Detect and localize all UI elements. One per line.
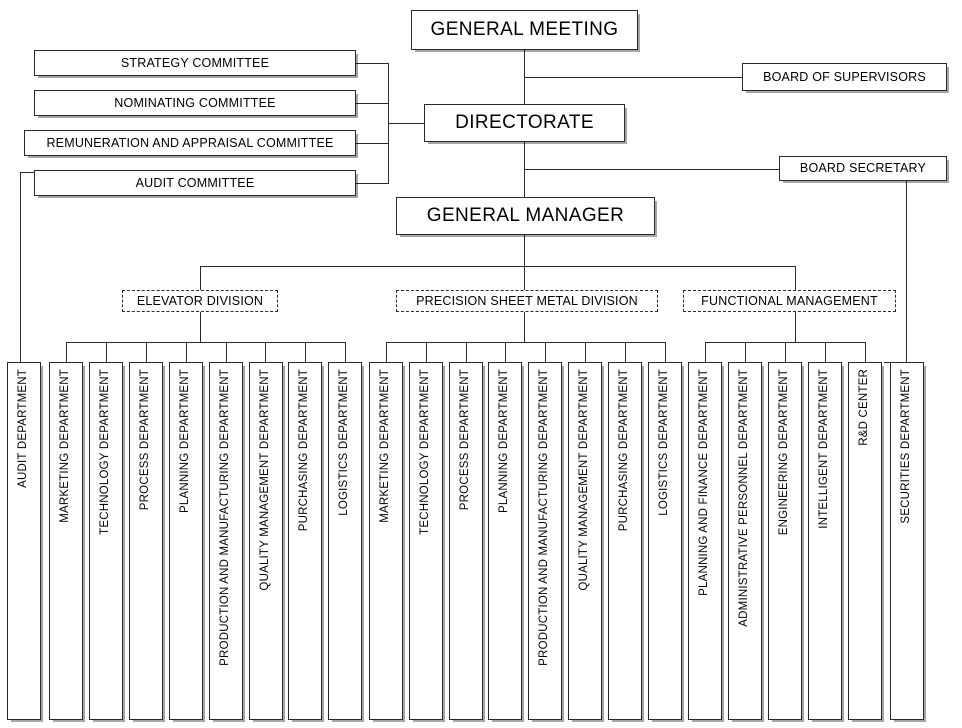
node-directorate-label: DIRECTORATE (455, 112, 594, 134)
connector-secretary-down (906, 180, 907, 362)
dept-precision-marketing-label: MARKETING DEPARTMENT (379, 369, 392, 523)
functional-drop-2 (745, 342, 746, 362)
precision-drop-5 (545, 342, 546, 362)
dept-elevator-planning[interactable] (169, 362, 203, 720)
dept-functional-planning-finance[interactable] (688, 362, 722, 720)
dept-elevator-process[interactable] (129, 362, 163, 720)
connector-elevator-down (200, 311, 201, 342)
dept-elevator-production-manufacturing[interactable] (209, 362, 243, 720)
connector-manager-down (524, 234, 525, 266)
elevator-drop-6 (265, 342, 266, 362)
dept-elevator-process-label: PROCESS DEPARTMENT (139, 369, 152, 511)
dept-functional-administrative-personnel-label: ADMINISTRATIVE PERSONNEL DEPARTMENT (738, 369, 751, 627)
connector-division-1 (200, 266, 201, 291)
node-elevator-division-label: ELEVATOR DIVISION (136, 293, 264, 308)
elevator-drop-3 (146, 342, 147, 362)
node-remuneration-appraisal-committee[interactable] (24, 130, 356, 156)
connector-functional-down (795, 311, 796, 342)
dept-elevator-logistics[interactable] (328, 362, 362, 720)
elevator-drop-1 (66, 342, 67, 362)
connector-committee-3 (356, 143, 389, 144)
node-strategy-committee[interactable] (34, 50, 356, 76)
dept-elevator-technology[interactable] (89, 362, 123, 720)
dept-precision-marketing[interactable] (369, 362, 403, 720)
dept-precision-planning-label: PLANNING DEPARTMENT (498, 369, 511, 513)
functional-drop-5 (865, 342, 866, 362)
dept-elevator-technology-label: TECHNOLOGY DEPARTMENT (99, 369, 112, 535)
node-general-manager-label: GENERAL MANAGER (426, 205, 625, 227)
precision-bus (386, 342, 665, 343)
precision-drop-3 (466, 342, 467, 362)
dept-functional-intelligent-label: INTELLIGENT DEPARTMENT (818, 369, 831, 529)
connector-committee-4 (356, 183, 389, 184)
precision-drop-7 (625, 342, 626, 362)
dept-precision-production-manufacturing-label: PRODUCTION AND MANUFACTURING DEPARTMENT (538, 369, 551, 666)
dept-elevator-purchasing-label: PURCHASING DEPARTMENT (298, 369, 311, 532)
connector-precision-down (524, 311, 525, 342)
dept-elevator-quality-management[interactable] (249, 362, 283, 720)
node-general-manager[interactable] (396, 197, 655, 235)
connector-directorate-secretary (524, 169, 779, 170)
functional-drop-3 (785, 342, 786, 362)
functional-drop-4 (825, 342, 826, 362)
dept-precision-purchasing-label: PURCHASING DEPARTMENT (618, 369, 631, 532)
node-precision-sheet-metal-division[interactable] (396, 290, 658, 312)
elevator-drop-4 (186, 342, 187, 362)
node-board-secretary-label: BOARD SECRETARY (799, 161, 927, 176)
elevator-drop-7 (305, 342, 306, 362)
elevator-drop-8 (345, 342, 346, 362)
precision-drop-6 (585, 342, 586, 362)
dept-functional-planning-finance-label: PLANNING AND FINANCE DEPARTMENT (698, 369, 711, 596)
division-bus (200, 266, 795, 267)
node-audit-committee-label: AUDIT COMMITTEE (135, 175, 255, 190)
dept-securities-department[interactable] (890, 362, 924, 720)
dept-precision-technology-label: TECHNOLOGY DEPARTMENT (419, 369, 432, 535)
node-board-of-supervisors-label: BOARD OF SUPERVISORS (763, 69, 926, 84)
node-board-secretary[interactable] (779, 156, 947, 181)
node-nominating-committee[interactable] (34, 90, 356, 116)
dept-functional-engineering-label: ENGINEERING DEPARTMENT (778, 369, 791, 536)
dept-precision-technology[interactable] (409, 362, 443, 720)
dept-functional-engineering[interactable] (768, 362, 802, 720)
dept-audit-department-label: AUDIT DEPARTMENT (17, 369, 30, 488)
committee-bus-vertical (388, 63, 389, 184)
elevator-drop-2 (106, 342, 107, 362)
connector-audit-down (20, 172, 21, 362)
dept-elevator-planning-label: PLANNING DEPARTMENT (179, 369, 192, 513)
node-general-meeting-label: GENERAL MEETING (430, 19, 619, 41)
node-general-meeting[interactable] (411, 10, 638, 50)
dept-precision-planning[interactable] (488, 362, 522, 720)
node-functional-management[interactable] (683, 290, 896, 312)
node-nominating-committee-label: NOMINATING COMMITTEE (114, 95, 276, 110)
functional-drop-1 (705, 342, 706, 362)
node-precision-sheet-metal-division-label: PRECISION SHEET METAL DIVISION (416, 293, 638, 308)
dept-functional-rd-center-label: R&D CENTER (858, 369, 871, 446)
dept-precision-logistics[interactable] (648, 362, 682, 720)
dept-elevator-quality-management-label: QUALITY MANAGEMENT DEPARTMENT (259, 369, 272, 591)
dept-functional-administrative-personnel[interactable] (728, 362, 762, 720)
connector-directorate-committees (388, 123, 425, 124)
node-elevator-division[interactable] (122, 290, 278, 312)
connector-gm-supervisors (524, 77, 742, 78)
node-functional-management-label: FUNCTIONAL MANAGEMENT (701, 293, 878, 308)
dept-precision-logistics-label: LOGISTICS DEPARTMENT (658, 369, 671, 516)
dept-precision-purchasing[interactable] (608, 362, 642, 720)
node-strategy-committee-label: STRATEGY COMMITTEE (120, 55, 270, 70)
dept-securities-department-label: SECURITIES DEPARTMENT (900, 369, 913, 524)
dept-precision-quality-management-label: QUALITY MANAGEMENT DEPARTMENT (578, 369, 591, 591)
precision-drop-4 (505, 342, 506, 362)
dept-precision-process[interactable] (449, 362, 483, 720)
dept-elevator-marketing-label: MARKETING DEPARTMENT (59, 369, 72, 523)
dept-functional-rd-center[interactable] (848, 362, 882, 720)
dept-functional-intelligent[interactable] (808, 362, 842, 720)
dept-audit-department[interactable] (7, 362, 41, 720)
dept-precision-process-label: PROCESS DEPARTMENT (459, 369, 472, 511)
precision-drop-2 (426, 342, 427, 362)
connector-division-2 (524, 266, 525, 291)
dept-precision-quality-management[interactable] (568, 362, 602, 720)
elevator-drop-5 (226, 342, 227, 362)
node-remuneration-appraisal-committee-label: REMUNERATION AND APPRAISAL COMMITTEE (46, 135, 334, 150)
connector-division-3 (795, 266, 796, 291)
dept-elevator-purchasing[interactable] (288, 362, 322, 720)
elevator-bus (66, 342, 345, 343)
node-audit-committee[interactable] (34, 170, 356, 196)
connector-committee-1 (356, 63, 389, 64)
dept-elevator-production-manufacturing-label: PRODUCTION AND MANUFACTURING DEPARTMENT (219, 369, 232, 666)
dept-elevator-logistics-label: LOGISTICS DEPARTMENT (338, 369, 351, 516)
dept-elevator-marketing[interactable] (49, 362, 83, 720)
dept-precision-production-manufacturing[interactable] (528, 362, 562, 720)
precision-drop-1 (386, 342, 387, 362)
precision-drop-8 (665, 342, 666, 362)
node-directorate[interactable] (424, 104, 625, 142)
connector-audit-left (20, 172, 34, 173)
connector-committee-2 (356, 103, 389, 104)
node-board-of-supervisors[interactable] (742, 63, 947, 91)
